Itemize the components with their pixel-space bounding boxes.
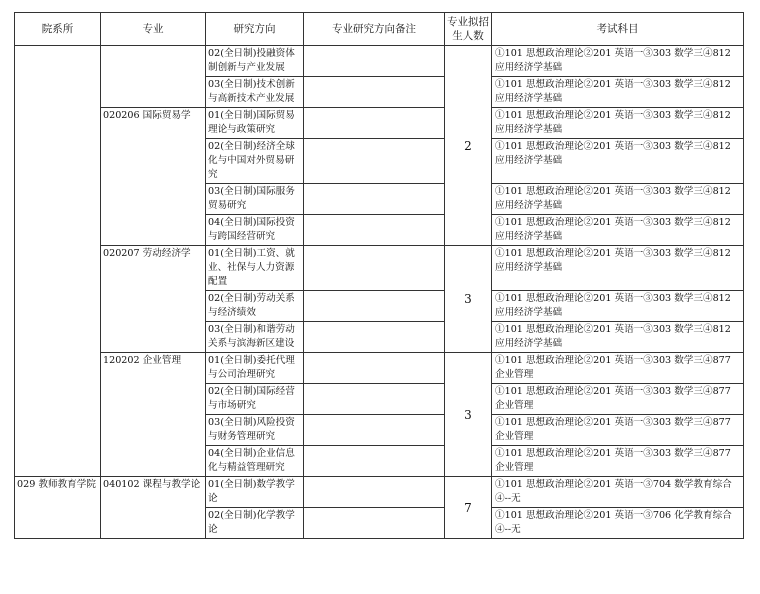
direction-cell: 01(全日制)国际贸易理论与政策研究 [206, 108, 304, 139]
direction-cell: 04(全日制)企业信息化与精益管理研究 [206, 446, 304, 477]
remark-cell [304, 446, 445, 477]
direction-cell: 04(全日制)国际投资与跨国经营研究 [206, 215, 304, 246]
direction-cell: 03(全日制)和谐劳动关系与滨海新区建设 [206, 322, 304, 353]
major-cell: 020206 国际贸易学 [101, 108, 206, 246]
header-exam: 考试科目 [492, 13, 744, 46]
remark-cell [304, 215, 445, 246]
major-cell [101, 46, 206, 108]
table-row [15, 477, 744, 508]
exam-cell: ①101 思想政治理论②201 英语一③303 数学三④812 应用经济学基础 [492, 291, 744, 322]
direction-cell: 02(全日制)化学教学论 [206, 508, 304, 539]
remark-cell [304, 246, 445, 291]
remark-cell [304, 508, 445, 539]
exam-cell: ①101 思想政治理论②201 英语一③303 数学三④812 应用经济学基础 [492, 108, 744, 139]
exam-cell: ①101 思想政治理论②201 英语一③303 数学三④812 应用经济学基础 [492, 246, 744, 291]
header-count: 专业拟招生人数 [445, 13, 492, 46]
school-cell [15, 46, 101, 477]
direction-cell: 03(全日制)国际服务贸易研究 [206, 184, 304, 215]
header-school: 院系所 [15, 13, 101, 46]
exam-cell: ①101 思想政治理论②201 英语一③706 化学教育综合④--无 [492, 508, 744, 539]
remark-cell [304, 184, 445, 215]
remark-cell [304, 108, 445, 139]
remark-cell [304, 384, 445, 415]
exam-cell: ①101 思想政治理论②201 英语一③303 数学三④812 应用经济学基础 [492, 215, 744, 246]
major-cell: 040102 课程与教学论 [101, 477, 206, 539]
major-cell: 020207 劳动经济学 [101, 246, 206, 353]
direction-cell: 01(全日制)数学教学论 [206, 477, 304, 508]
school-cell: 029 教师教育学院 [15, 477, 101, 539]
major-cell: 120202 企业管理 [101, 353, 206, 477]
direction-cell: 02(全日制)投融资体制创新与产业发展 [206, 46, 304, 77]
direction-cell: 03(全日制)技术创新与高新技术产业发展 [206, 77, 304, 108]
count-cell: 2 [445, 46, 492, 246]
table-row [15, 353, 744, 384]
header-remark: 专业研究方向备注 [304, 13, 445, 46]
direction-cell: 02(全日制)经济全球化与中国对外贸易研究 [206, 139, 304, 184]
direction-cell: 02(全日制)劳动关系与经济绩效 [206, 291, 304, 322]
header-major: 专业 [101, 13, 206, 46]
exam-cell: ①101 思想政治理论②201 英语一③303 数学三④812 应用经济学基础 [492, 184, 744, 215]
remark-cell [304, 139, 445, 184]
exam-cell: ①101 思想政治理论②201 英语一③303 数学三④877 企业管理 [492, 353, 744, 384]
exam-cell: ①101 思想政治理论②201 英语一③303 数学三④877 企业管理 [492, 415, 744, 446]
remark-cell [304, 291, 445, 322]
remark-cell [304, 477, 445, 508]
exam-cell: ①101 思想政治理论②201 英语一③303 数学三④812 应用经济学基础 [492, 77, 744, 108]
enrollment-table [14, 12, 744, 539]
exam-cell: ①101 思想政治理论②201 英语一③303 数学三④877 企业管理 [492, 384, 744, 415]
table-row [15, 108, 744, 139]
header-direction: 研究方向 [206, 13, 304, 46]
direction-cell: 01(全日制)委托代理与公司治理研究 [206, 353, 304, 384]
count-cell: 3 [445, 353, 492, 477]
table-row [15, 46, 744, 77]
table-row [15, 246, 744, 291]
remark-cell [304, 415, 445, 446]
remark-cell [304, 46, 445, 77]
remark-cell [304, 77, 445, 108]
direction-cell: 03(全日制)风险投资与财务管理研究 [206, 415, 304, 446]
exam-cell: ①101 思想政治理论②201 英语一③303 数学三④812 应用经济学基础 [492, 46, 744, 77]
count-cell: 3 [445, 246, 492, 353]
direction-cell: 02(全日制)国际经营与市场研究 [206, 384, 304, 415]
exam-cell: ①101 思想政治理论②201 英语一③303 数学三④877 企业管理 [492, 446, 744, 477]
remark-cell [304, 322, 445, 353]
remark-cell [304, 353, 445, 384]
exam-cell: ①101 思想政治理论②201 英语一③303 数学三④812 应用经济学基础 [492, 322, 744, 353]
exam-cell: ①101 思想政治理论②201 英语一③303 数学三④812 应用经济学基础 [492, 139, 744, 184]
direction-cell: 01(全日制)工资、就业、社保与人力资源配置 [206, 246, 304, 291]
count-cell: 7 [445, 477, 492, 539]
exam-cell: ①101 思想政治理论②201 英语一③704 数学教育综合④--无 [492, 477, 744, 508]
header-row [15, 13, 744, 46]
